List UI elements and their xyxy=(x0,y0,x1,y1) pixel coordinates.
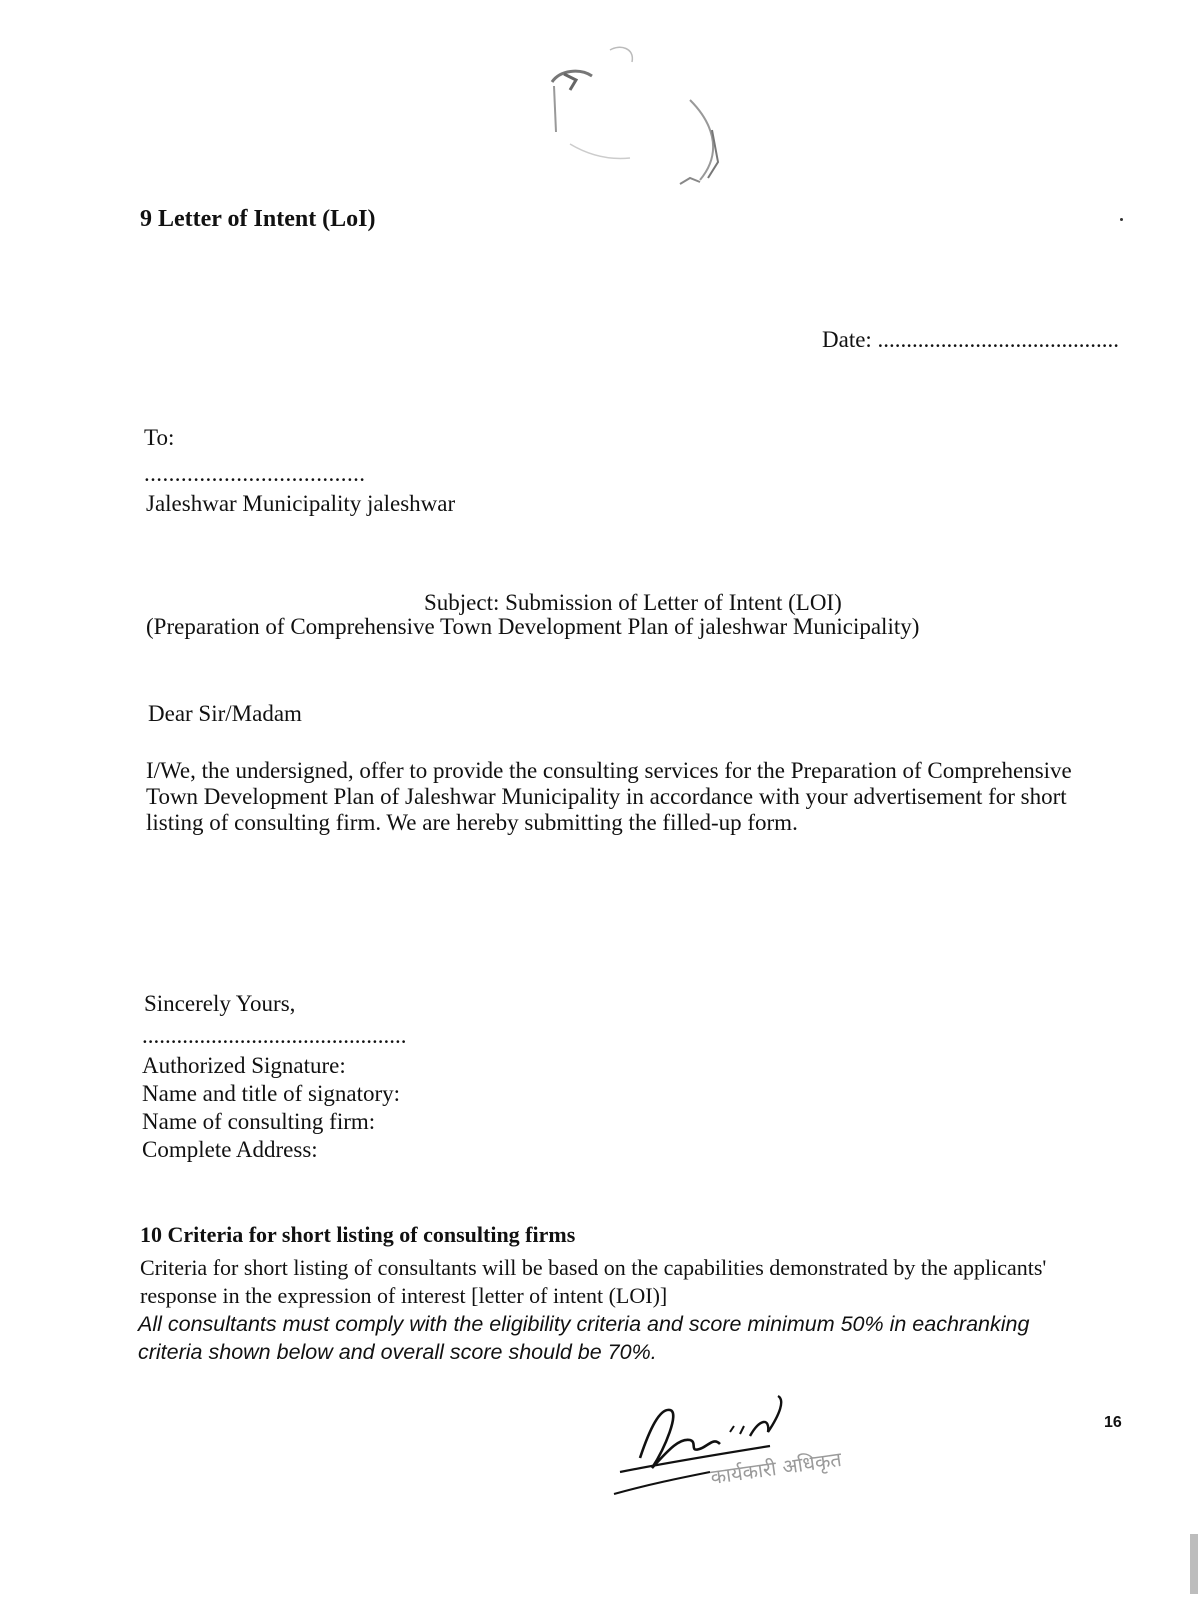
subject-line: Subject: Submission of Letter of Intent (LOI) xyxy=(424,590,842,615)
criteria-italic-text: All consultants must comply with the eligibility criteria and score minimum 50% in eachranking criteria shown below and overall score should be 70%. xyxy=(138,1312,1030,1364)
stamp-mark-top xyxy=(540,40,740,200)
section-10-number: 10 xyxy=(140,1222,162,1247)
handwritten-signature xyxy=(610,1388,830,1508)
closing: Sincerely Yours, xyxy=(144,991,296,1016)
section-10-title: Criteria for short listing of consulting firms xyxy=(167,1222,576,1247)
project-line: (Preparation of Comprehensive Town Development Plan of jaleshwar Municipality) xyxy=(146,614,920,639)
to-dots: .................................... xyxy=(144,461,366,486)
to-label: To: xyxy=(144,425,175,450)
criteria-text: Criteria for short listing of consultants will be based on the capabilities demonstrated by the applicants' response in the expression of interest [letter of intent (LOI)] xyxy=(140,1255,1047,1308)
body-paragraph: I/We, the undersigned, offer to provide the consulting services for the Preparation of Comprehensive Town Development Plan of Jaleshwar Municipality in accordance with your advertisement for short listing of consulting firm. We are hereby submitting the filled-up form. xyxy=(146,758,1072,835)
section-9-title: Letter of Intent (LoI) xyxy=(158,206,376,232)
scan-speck xyxy=(1120,218,1123,221)
signature-dots: .............................................. xyxy=(142,1023,407,1048)
signature-field-authorized: Authorized Signature: xyxy=(142,1053,346,1078)
signature-field-firm: Name of consulting firm: xyxy=(142,1109,376,1134)
stamp-text: कार्यकारी अधिकृत xyxy=(709,1446,844,1490)
salutation: Dear Sir/Madam xyxy=(148,701,302,726)
signature-field-address: Complete Address: xyxy=(142,1137,318,1162)
addressee: Jaleshwar Municipality jaleshwar xyxy=(146,491,456,516)
section-10-heading xyxy=(140,1222,575,1248)
section-9-number: 9 xyxy=(140,206,152,232)
date-field: Date: .......................................... xyxy=(822,327,1120,352)
signature-field-name-title: Name and title of signatory: xyxy=(142,1081,401,1106)
scan-edge-mark xyxy=(1190,1534,1198,1594)
section-9-heading xyxy=(140,206,376,233)
page-number: 16 xyxy=(1104,1414,1122,1431)
